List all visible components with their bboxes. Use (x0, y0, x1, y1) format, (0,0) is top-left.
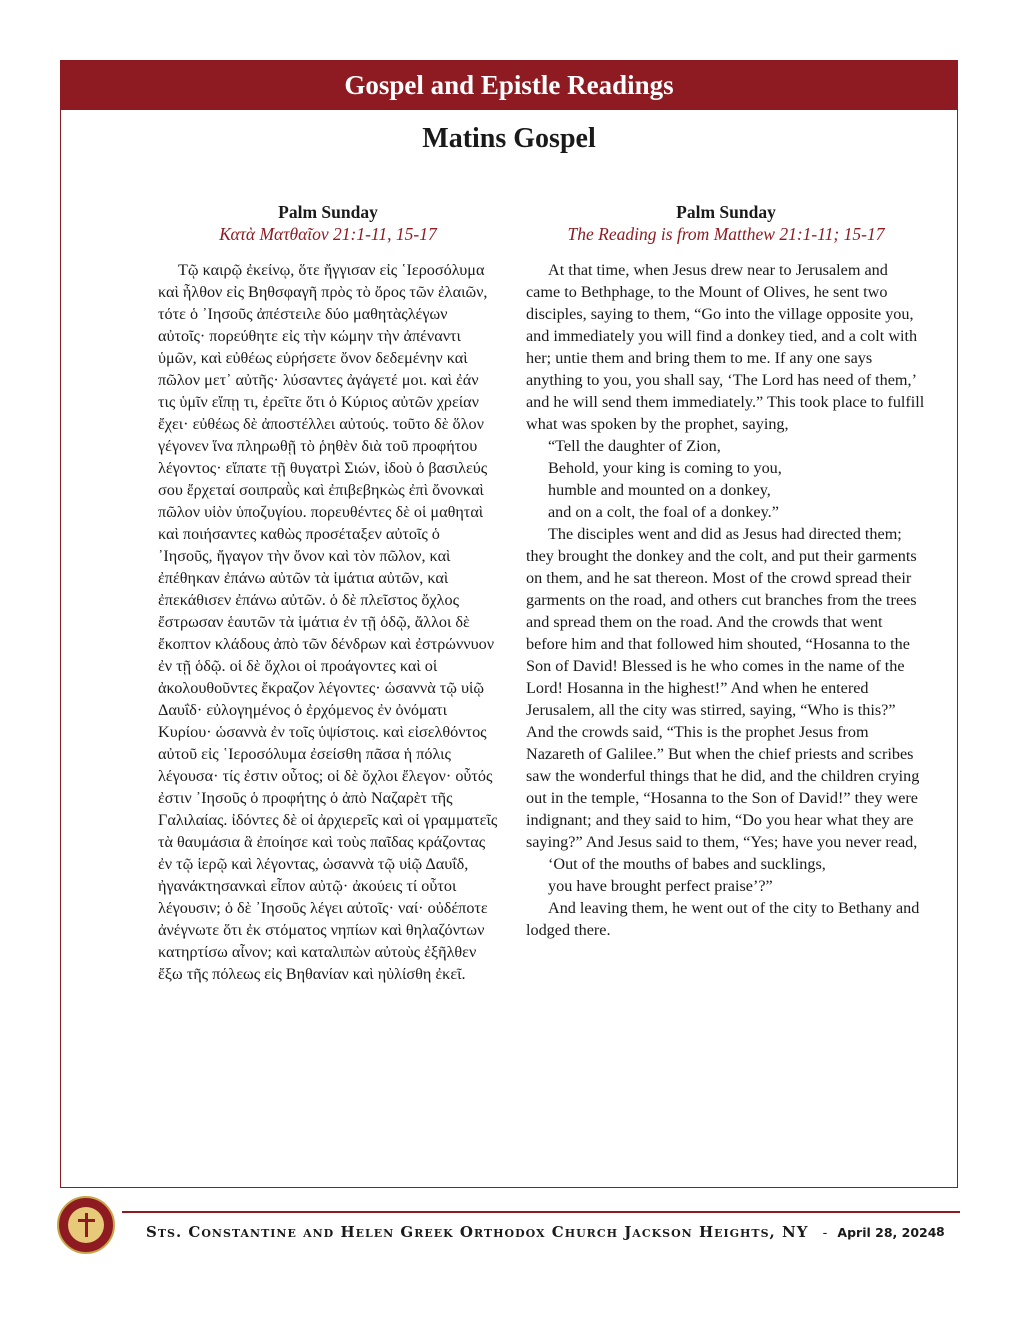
english-paragraph-1: At that time, when Jesus drew near to Jerusalem and came to Bethphage, to the Mount of Olives, he sent two disciples, saying to them, “Go into the village opposite you, and immediately you will find a donkey tied, and a colt with her; untie them and bring them to me. If any one says anything to you, you shall say, ‘The Lord has need of them,’ and he will send them immediately.” This took place to fulfill what was spoken by the prophet, saying, (526, 261, 925, 433)
footer-separator: - (822, 1226, 828, 1241)
verse-line: and on a colt, the foal of a donkey.” (548, 503, 779, 521)
page-frame (60, 60, 958, 1188)
verse-line: Behold, your king is coming to you, (548, 459, 782, 477)
church-logo-icon (57, 1196, 115, 1254)
bulletin-date: April 28, 2024 (837, 1225, 937, 1240)
greek-reading-column (158, 201, 498, 985)
page-number: 8 (936, 1224, 945, 1239)
english-reading-title: Palm Sunday (676, 202, 776, 222)
section-title: Matins Gospel (422, 123, 596, 154)
english-reading-reference: The Reading is from Matthew 21:1-11; 15-17 (567, 224, 885, 244)
greek-reading-reference: Κατὰ Ματθαῖον 21:1-11, 15-17 (219, 224, 437, 244)
english-reading-column (526, 201, 926, 941)
english-paragraph-3: And leaving them, he went out of the city to Bethany and lodged there. (526, 899, 920, 939)
church-name: Sts. Constantine and Helen Greek Orthodox Church Jackson Heights, NY (146, 1223, 809, 1241)
greek-reading-text: Τῷ καιρῷ ἐκείνῳ, ὅτε ἤγγισαν εἰς ῾Ιεροσόλυμα καὶ ἦλθον εἰς Βηθσφαγῆ πρὸς τὸ ὄρος τῶν ἐλαιῶν, τότε ὁ ᾿Ιησοῦς ἀπέστειλε δύο μαθητὰςλέγων αὐτοῖς· πορεύθητε εἰς τὴν κώμην τὴν ἀπέναντι ὑμῶν, καὶ εὐθέως εὑρήσετε ὄνον δεδεμένην καὶ πῶλον μετ᾿ αὐτῆς· λύσαντες ἀγάγετέ μοι. καὶ ἐάν τις ὑμῖν εἴπῃ τι, ἐρεῖτε ὅτι ὁ Κύριος αὐτῶν χρείαν ἔχει· εὐθέως δὲ ἀποστέλλει αὐτούς. τοῦτο δὲ ὅλον γέγονεν ἵνα πληρωθῇ τὸ ῥηθὲν διὰ τοῦ προφήτου λέγοντος· εἴπατε τῇ θυγατρὶ Σιών, ἰδοὺ ὁ βασιλεύς σου ἔρχεταί σοιπραῢς καὶ ἐπιβεβηκὼς ἐπὶ ὄνονκαὶ πῶλον υἱὸν ὑποζυγίου. πορευθέντες δὲ οἱ μαθηταὶ καὶ ποιήσαντες καθὼς προσέταξεν αὐτοῖς ὁ ᾿Ιησοῦς, ἤγαγον τὴν ὄνον καὶ τὸν πῶλον, καὶ ἐπέθηκαν ἐπάνω αὐτῶν τὰ ἱμάτια αὐτῶν, καὶ ἐπεκάθισεν ἐπάνω αὐτῶν. ὁ δὲ πλεῖστος ὄχλος ἔστρωσαν ἑαυτῶν τὰ ἱμάτια ἐν τῇ ὁδῷ, ἄλλοι δὲ ἔκοπτον κλάδους ἀπὸ τῶν δένδρων καὶ ἐστρώννυον ἐν τῇ ὁδῷ. οἱ δὲ ὄχλοι οἱ προάγοντες καὶ οἱ ἀκολουθοῦντες ἔκραζον λέγοντες· ὡσαννὰ τῷ υἱῷ Δαυΐδ· εὐλογημένος ὁ ἐρχόμενος ἐν ὀνόματι Κυρίου· ὡσαννὰ ἐν τοῖς ὑψίστοις. καὶ εἰσελθόντος αὐτοῦ εἰς ῾Ιεροσόλυμα ἐσείσθη πᾶσα ἡ πόλις λέγουσα· τίς ἐστιν οὗτος; οἱ δὲ ὄχλοι ἔλεγον· οὗτός ἐστιν ᾿Ιησοῦς ὁ προφήτης ὁ ἀπὸ Ναζαρὲτ τῆς Γαλιλαίας. ἰδόντες δὲ οἱ ἀρχιερεῖς καὶ οἱ γραμματεῖς τὰ θαυμάσια ἃ ἐποίησε καὶ τοὺς παῖδας κράζοντας ἐν τῷ ἱερῷ καὶ λέγοντας, ὡσαννὰ τῷ υἱῷ Δαυΐδ, ἠγανάκτησανκαὶ εἶπον αὐτῷ· ἀκούεις τί οὗτοι λέγουσιν; ὁ δὲ ᾿Ιησοῦς λέγει αὐτοῖς· ναί· οὐδέποτε ἀνέγνωτε ὅτι ἐκ στόματος νηπίων καὶ θηλαζόντων κατηρτίσω αἶνον; καὶ καταλιπὼν αὐτοὺς ἐξῆλθεν ἔξω τῆς πόλεως εἰς Βηθανίαν καὶ ηὐλίσθη ἐκεῖ. (158, 261, 498, 983)
verse-line: ‘Out of the mouths of babes and sucklings, (548, 855, 826, 873)
verse-line: you have brought perfect praise’?” (548, 877, 773, 895)
verse-line: “Tell the daughter of Zion, (548, 437, 721, 455)
banner-title: Gospel and Epistle Readings (61, 61, 957, 110)
footer (146, 1219, 936, 1245)
greek-reading-title: Palm Sunday (278, 202, 378, 222)
english-paragraph-2: The disciples went and did as Jesus had directed them; they brought the donkey and the colt, and put their garments on them, and he sat thereon. Most of the crowd spread their garments on the road, and others cut branches from the trees and spread them on the road. And the crowds that went before him and that followed him shouted, “Hosanna to the Son of David! Blessed is he who comes in the name of the Lord! Hosanna in the highest!” And when he entered Jerusalem, all the city was stirred, saying, “Who is this?” And the crowds said, “This is the prophet Jesus from Nazareth of Galilee.” But when the chief priests and scribes saw the wonderful things that he did, and the children crying out in the temple, “Hosanna to the Son of David!” they were indignant; and they said to him, “Do you hear what they are saying?” And Jesus said to them, “Yes; have you never read, (526, 525, 920, 851)
verse-line: humble and mounted on a donkey, (548, 481, 771, 499)
footer-divider (122, 1211, 960, 1213)
